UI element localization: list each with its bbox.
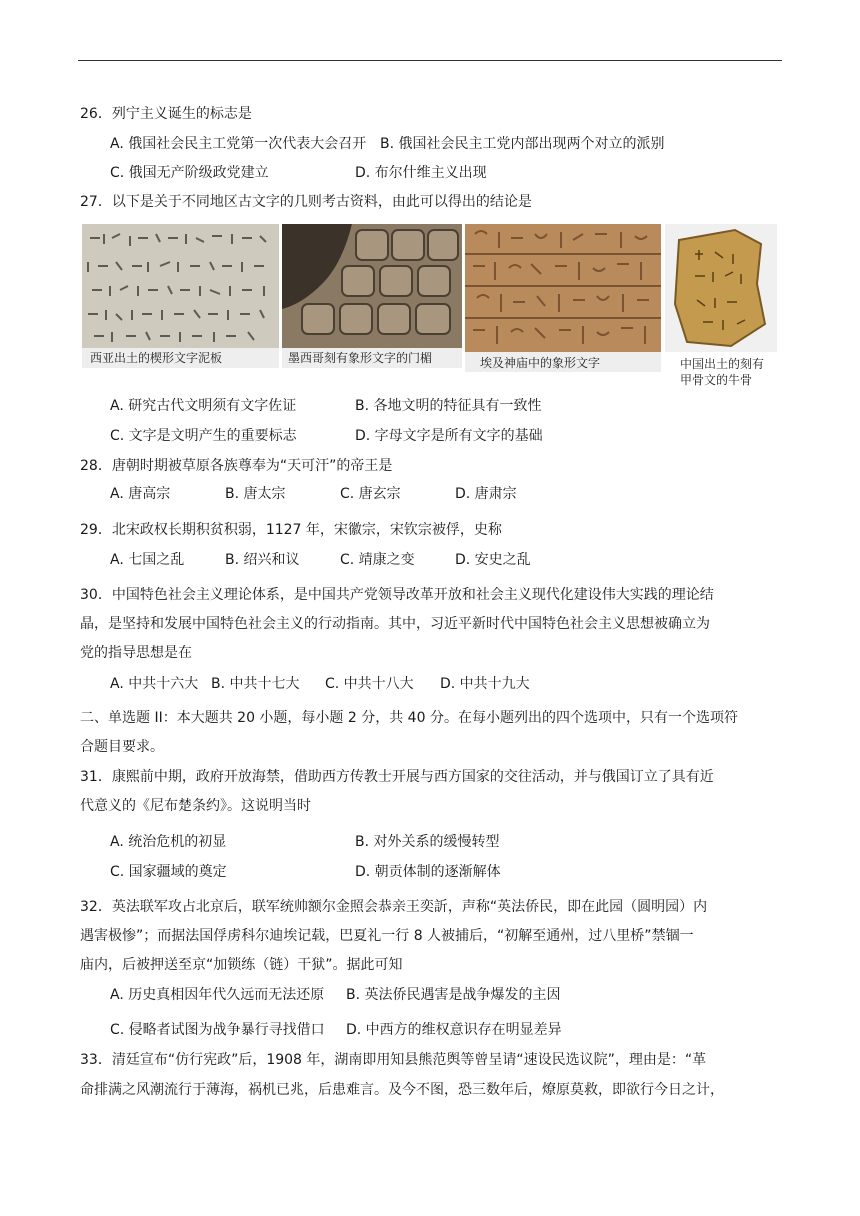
q27-option-a[interactable]: A. 研究古代文明须有文字佐证 bbox=[110, 398, 297, 414]
q27-option-d[interactable]: D. 字母文字是所有文字的基础 bbox=[355, 428, 543, 444]
q32-option-a[interactable]: A. 历史真相因年代久远而无法还原 bbox=[110, 987, 325, 1003]
q33-stem-line2: 命排满之风潮流行于薄海，祸机已兆，后患难言。及今不图，恐三数年后，燎原莫救，即欲行今日之计， bbox=[80, 1082, 724, 1098]
q30-stem-line2: 晶，是坚持和发展中国特色社会主义的行动指南。其中，习近平新时代中国特色社会主义思想被确立为 bbox=[80, 616, 710, 632]
section2-instruction-line2: 合题目要求。 bbox=[80, 739, 164, 755]
q32-stem-line1: 32．英法联军攻占北京后，联军统帅额尔金照会恭亲王奕訢，声称“英法侨民，即在此园（圆明园）内 bbox=[80, 899, 708, 915]
q28-option-d[interactable]: D. 唐肃宗 bbox=[455, 486, 517, 502]
caption-egypt: 埃及神庙中的象形文字 bbox=[480, 356, 601, 370]
q28-stem: 28．唐朝时期被草原各族尊奉为“天可汗”的帝王是 bbox=[80, 458, 393, 474]
header-rule bbox=[78, 60, 782, 61]
q29-stem: 29．北宋政权长期积贫积弱，1127 年，宋徽宗，宋钦宗被俘，史称 bbox=[80, 522, 502, 538]
section2-instruction-line1: 二、单选题 II：本大题共 20 小题，每小题 2 分，共 40 分。在每小题列出的四个选项中，只有一个选项符 bbox=[80, 710, 738, 726]
q32-option-d[interactable]: D. 中西方的维权意识存在明显差异 bbox=[346, 1022, 562, 1038]
q30-option-b[interactable]: B. 中共十七大 bbox=[211, 676, 300, 692]
q29-option-b[interactable]: B. 绍兴和议 bbox=[225, 552, 300, 568]
q28-option-b[interactable]: B. 唐太宗 bbox=[225, 486, 286, 502]
q30-stem-line1: 30．中国特色社会主义理论体系，是中国共产党领导改革开放和社会主义现代化建设伟大实践的理论结 bbox=[80, 587, 714, 603]
q26-stem: 26．列宁主义诞生的标志是 bbox=[80, 106, 252, 122]
caption-oracle-2: 甲骨文的牛骨 bbox=[680, 373, 753, 387]
q31-option-b[interactable]: B. 对外关系的缓慢转型 bbox=[355, 834, 500, 850]
q26-option-b[interactable]: B. 俄国社会民主工党内部出现两个对立的派别 bbox=[380, 136, 665, 152]
q26-option-d[interactable]: D. 布尔什维主义出现 bbox=[355, 165, 487, 181]
q30-option-c[interactable]: C. 中共十八大 bbox=[325, 676, 414, 692]
q33-stem-line1: 33．清廷宣布“仿行宪政”后，1908 年，湖南即用知县熊范舆等曾呈请“速设民选议院”，理由是：“革 bbox=[80, 1052, 707, 1068]
q26-option-c[interactable]: C. 俄国无产阶级政党建立 bbox=[110, 165, 269, 181]
q31-option-a[interactable]: A. 统治危机的初显 bbox=[110, 834, 227, 850]
q28-option-c[interactable]: C. 唐玄宗 bbox=[340, 486, 401, 502]
q30-option-a[interactable]: A. 中共十六大 bbox=[110, 676, 199, 692]
q29-option-c[interactable]: C. 靖康之变 bbox=[340, 552, 415, 568]
caption-cuneiform: 西亚出土的楔形文字泥板 bbox=[90, 351, 223, 365]
q28-option-a[interactable]: A. 唐高宗 bbox=[110, 486, 171, 502]
oracle-bone-photo bbox=[665, 224, 777, 352]
q26-option-a[interactable]: A. 俄国社会民主工党第一次代表大会召开 bbox=[110, 136, 367, 152]
cuneiform-tablet-photo bbox=[82, 224, 279, 348]
q32-option-b[interactable]: B. 英法侨民遇害是战争爆发的主因 bbox=[346, 987, 561, 1003]
caption-oracle-1: 中国出土的刻有 bbox=[680, 357, 765, 371]
q31-stem-line1: 31．康熙前中期，政府开放海禁，借助西方传教士开展与西方国家的交往活动，并与俄国订立了具有近 bbox=[80, 769, 714, 785]
q32-option-c[interactable]: C. 侵略者试图为战争暴行寻找借口 bbox=[110, 1022, 325, 1038]
q30-stem-line3: 党的指导思想是在 bbox=[80, 645, 192, 661]
q27-option-c[interactable]: C. 文字是文明产生的重要标志 bbox=[110, 428, 297, 444]
mexico-lintel-photo bbox=[282, 224, 462, 348]
q30-option-d[interactable]: D. 中共十九大 bbox=[440, 676, 530, 692]
q31-option-c[interactable]: C. 国家疆域的奠定 bbox=[110, 864, 227, 880]
q27-option-b[interactable]: B. 各地文明的特征具有一致性 bbox=[355, 398, 542, 414]
q32-stem-line3: 庙内，后被押送至京“加锁练（链）干狱”。据此可知 bbox=[80, 957, 403, 973]
egypt-hieroglyphs-photo bbox=[465, 224, 661, 352]
q29-option-d[interactable]: D. 安史之乱 bbox=[455, 552, 531, 568]
q31-stem-line2: 代意义的《尼布楚条约》。这说明当时 bbox=[80, 798, 311, 814]
q32-stem-line2: 遇害极惨”；而据法国俘虏科尔迪埃记载，巴夏礼一行 8 人被捕后，“初解至通州，过八里桥”禁锢一 bbox=[80, 928, 694, 944]
q27-stem: 27．以下是关于不同地区古文字的几则考古资料，由此可以得出的结论是 bbox=[80, 194, 532, 210]
caption-mexico: 墨西哥刻有象形文字的门楣 bbox=[288, 351, 433, 365]
q31-option-d[interactable]: D. 朝贡体制的逐渐解体 bbox=[355, 864, 501, 880]
q29-option-a[interactable]: A. 七国之乱 bbox=[110, 552, 185, 568]
